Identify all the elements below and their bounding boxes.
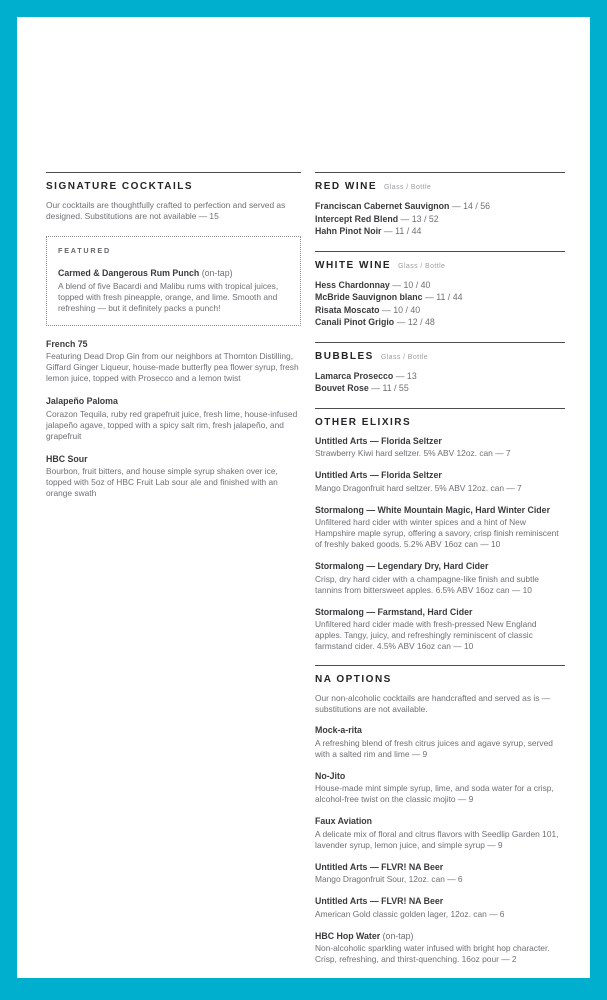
cocktail-item <box>46 396 301 442</box>
item-description: Non-alcoholic sparkling water infused with bright hop character. Crisp, refreshing, and thirst-quenching. 16oz pour — 2 <box>315 943 550 964</box>
wine-item <box>315 370 565 383</box>
wine-name: Hahn Pinot Noir <box>315 226 382 236</box>
section-red-wine <box>315 172 565 238</box>
section-divider <box>46 172 301 173</box>
menu-item <box>315 436 565 460</box>
wine-name: Intercept Red Blend <box>315 213 399 224</box>
section-divider <box>315 251 565 252</box>
item-description: Unfiltered hard cider made with fresh-pressed New England apples. Tangy, juicy, and refreshingly reminiscent of classic farmstand cider. 4.5% ABV 16oz can — 10 <box>315 619 537 651</box>
item-description: Crisp, dry hard cider with a champagne-like finish and subtle tannins from bittersweet apples. 6.5% ABV 16oz can — 10 <box>315 573 539 595</box>
wine-item <box>315 291 565 304</box>
wine-item <box>315 200 565 213</box>
menu-item <box>315 561 565 596</box>
section-bubbles <box>315 342 565 395</box>
item-description: Featuring Dead Drop Gin from our neighbors at Thornton Distilling, Giffard Ginger Liqueur, house-made butterfly pea flower syrup, fresh lemon juice, topped with Prosecco and a lemon twist <box>46 351 299 383</box>
section-divider <box>315 665 565 666</box>
item-description: Strawberry Kiwi hard seltzer. 5% ABV 12oz. can — 7 <box>315 448 511 458</box>
menu-item <box>315 725 565 760</box>
item-name: Untitled Arts — FLVR! NA Beer <box>315 896 444 906</box>
item-description: House-made mint simple syrup, lime, and soda water for a crisp, alcohol-free twist on the classic mojito — 9 <box>315 783 554 804</box>
item-name: Jalapeño Paloma <box>46 396 118 406</box>
wine-price: — 10 / 40 <box>389 279 431 290</box>
wine-name: McBride Sauvignon blanc <box>315 292 423 302</box>
item-description: Mango Dragonfruit hard seltzer. 5% ABV 12oz. can — 7 <box>315 482 522 493</box>
wine-price: — 13 / 52 <box>398 213 439 224</box>
wine-name: Bouvet Rose <box>315 383 369 393</box>
section-divider <box>315 342 565 343</box>
item-name: Untitled Arts — Florida Seltzer <box>315 435 442 446</box>
signature-cocktails-column <box>46 172 301 978</box>
section-intro: Our non-alcoholic cocktails are handcrafted and served as is — substitutions are not available. <box>315 693 551 714</box>
cocktail-item <box>46 339 301 385</box>
wine-name: Risata Moscato <box>315 304 380 315</box>
item-description: Unfiltered hard cider with winter spices and a hint of New Hampshire maple syrup, offering a savory, crisp finish reminiscent of freshly baked goods. 5.2% ABV 16oz can — 10 <box>315 517 559 549</box>
featured-item-tag: (on-tap) <box>201 268 233 278</box>
wine-item <box>315 213 565 226</box>
section-items <box>315 725 565 965</box>
section-subtitle: Glass / Bottle <box>384 184 432 191</box>
drinks-column <box>315 172 565 978</box>
wine-item <box>315 304 565 317</box>
featured-label: FEATURED <box>58 246 111 255</box>
item-name: HBC Sour <box>46 453 88 464</box>
item-description: A refreshing blend of fresh citrus juices and agave syrup, served with a salted rim and lime — 9 <box>315 737 553 759</box>
section-subtitle: Glass / Bottle <box>380 353 429 361</box>
section-white-wine <box>315 251 565 329</box>
item-description: A delicate mix of floral and citrus flavors with Seedlip Garden 101, lavender syrup, lemon juice, and simple syrup — 9 <box>315 828 559 850</box>
item-name: Mock-a-rita <box>315 725 362 735</box>
section-title: WHITE WINE <box>315 259 392 271</box>
menu-item <box>315 896 565 920</box>
wine-item <box>315 225 565 238</box>
featured-item-description: A blend of five Bacardi and Malibu rums with tropical juices, topped with fresh pineapple, orange, and lime. Smooth and refreshing — but it definitely packs a punch! <box>58 280 279 313</box>
wine-name: Canali Pinot Grigio <box>315 317 395 327</box>
wine-price: — 14 / 56 <box>449 201 491 211</box>
menu-item <box>315 862 565 886</box>
wine-name: Hess Chardonnay <box>315 279 390 290</box>
item-name: Untitled Arts — Florida Seltzer <box>315 470 442 480</box>
featured-item-name: Carmed & Dangerous Rum Punch (on-tap) <box>58 268 233 278</box>
wine-item <box>315 279 565 292</box>
wine-price: — 13 <box>393 370 417 381</box>
section-title: RED WINE <box>315 181 377 192</box>
item-description: Corazon Tequila, ruby red grapefruit juice, fresh lime, house-infused jalapeño agave, topped with a spicy salt rim, fresh jalapeño, and grapefruit <box>46 408 298 441</box>
item-name: HBC Hop Water <box>315 930 381 941</box>
wine-price: — 12 / 48 <box>394 317 435 327</box>
section-other-elixirs <box>315 408 565 653</box>
wine-price: — 11 / 44 <box>422 292 463 302</box>
section-subtitle: Glass / Bottle <box>398 262 446 270</box>
section-title-signature-cocktails: SIGNATURE COCKTAILS <box>46 181 194 192</box>
section-items <box>315 370 565 395</box>
wine-item <box>315 382 565 395</box>
wine-name: Franciscan Cabernet Sauvignon <box>315 201 450 211</box>
section-divider <box>315 172 565 173</box>
featured-box <box>46 236 301 326</box>
section-items <box>315 200 565 238</box>
item-name: Stormalong — Farmstand, Hard Cider <box>315 606 473 617</box>
section-na-options <box>315 665 565 965</box>
item-description: American Gold classic golden lager, 12oz. can — 6 <box>315 908 505 919</box>
wine-price: — 11 / 44 <box>381 226 422 236</box>
menu-item <box>315 607 565 653</box>
menu-item <box>315 816 565 851</box>
item-name: Stormalong — White Mountain Magic, Hard Winter Cider <box>315 504 550 515</box>
section-divider <box>315 408 565 409</box>
item-name: Stormalong — Legendary Dry, Hard Cider <box>315 561 489 571</box>
signature-cocktails-description: Our cocktails are thoughtfully crafted to perfection and served as designed. Substitutions are not available — 15 <box>46 200 286 221</box>
wine-name: Lamarca Prosecco <box>315 370 394 381</box>
menu-content <box>46 172 565 978</box>
wine-item <box>315 316 565 329</box>
section-title: BUBBLES <box>315 350 374 362</box>
section-title: NA OPTIONS <box>315 674 392 685</box>
wine-price: — 10 / 40 <box>379 304 421 315</box>
section-title: OTHER ELIXIRS <box>315 416 412 428</box>
menu-item <box>315 931 565 966</box>
cocktail-list <box>46 339 301 500</box>
item-description: Mango Dragonfruit Sour, 12oz. can — 6 <box>315 874 463 884</box>
wine-price: — 11 / 55 <box>368 383 409 393</box>
item-description: Bourbon, fruit bitters, and house simple syrup shaken over ice, topped with 5oz of HBC Fruit Lab sour ale and finished with an orange swath <box>46 466 278 498</box>
item-name: French 75 <box>46 338 88 349</box>
menu-item <box>315 505 565 551</box>
item-name: No-Jito <box>315 770 346 781</box>
menu-page <box>17 17 590 978</box>
item-tag: (on-tap) <box>380 930 414 941</box>
section-items <box>315 279 565 329</box>
menu-item <box>315 771 565 806</box>
section-items <box>315 436 565 653</box>
item-name: Faux Aviation <box>315 816 373 826</box>
cocktail-item <box>46 454 301 500</box>
item-name: Untitled Arts — FLVR! NA Beer <box>315 861 444 872</box>
menu-item <box>315 470 565 494</box>
